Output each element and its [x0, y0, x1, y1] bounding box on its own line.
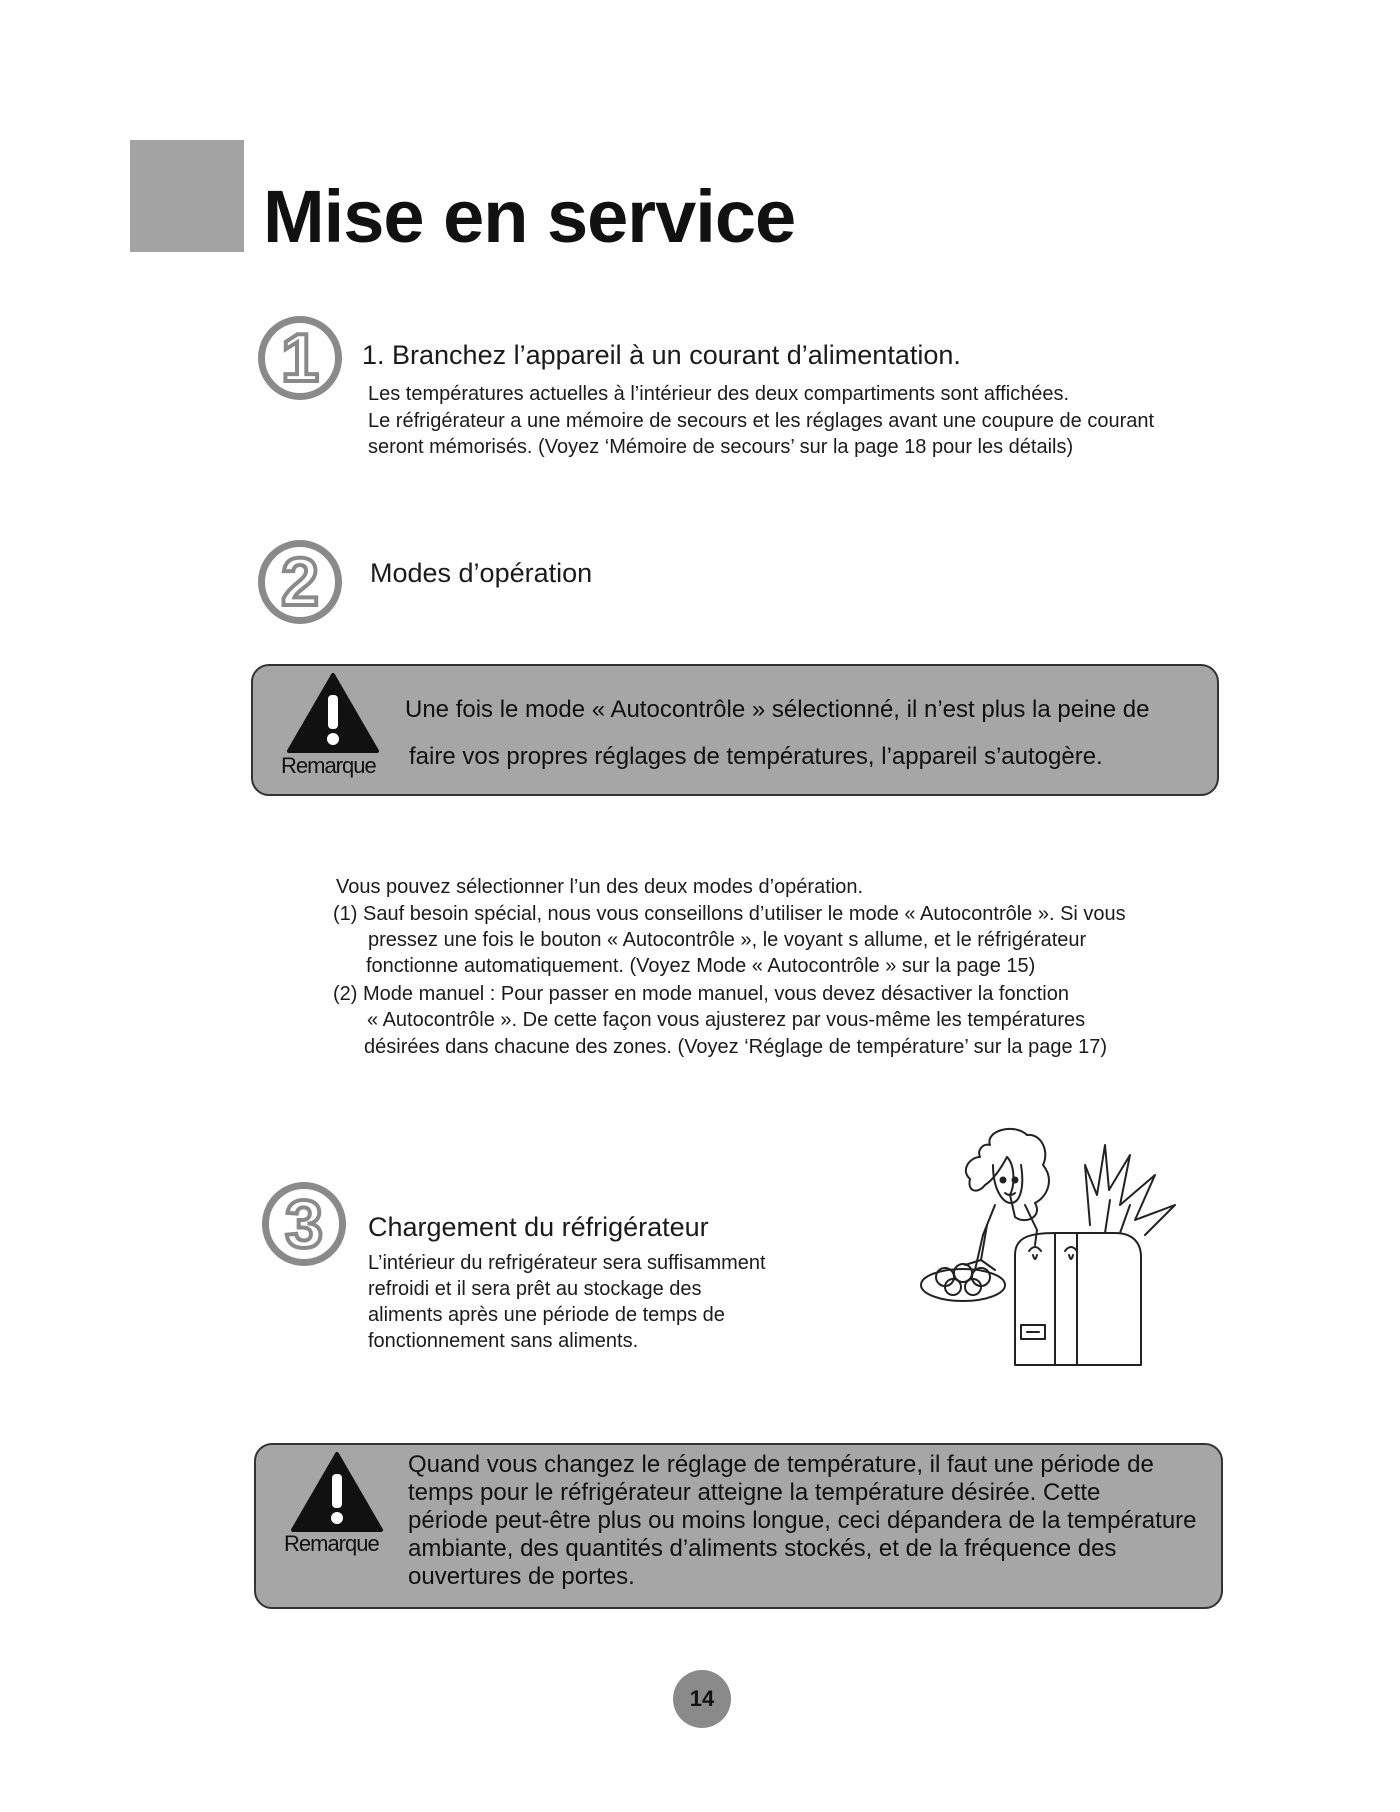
modes-line-5: (2) Mode manuel : Pour passer en mode manuel, vous devez désactiver la fonction [333, 983, 1069, 1005]
modes-line-3: pressez une fois le bouton « Autocontrôle », le voyant s allume, et le réfrigérateur [368, 929, 1087, 951]
step-3-heading: Chargement du réfrigérateur [368, 1212, 709, 1242]
remark-box-2 [254, 1443, 1223, 1609]
modes-line-7: désirées dans chacune des zones. (Voyez ‘Réglage de température’ sur la page 17) [364, 1036, 1108, 1058]
modes-line-1: Vous pouvez sélectionner l’un des deux modes d’opération. [336, 876, 864, 898]
step-2-badge [258, 540, 342, 624]
step-3-text [368, 1250, 810, 1354]
modes-line-4: fonctionne automatiquement. (Voyez Mode « Autocontrôle » sur la page 15) [366, 955, 1036, 977]
step-1-line-1: Les températures actuelles à l’intérieur des deux compartiments sont affichées. [368, 383, 1070, 405]
warning-icon [289, 1450, 385, 1534]
step-3-line-2: refroidi et il sera prêt au stockage des [368, 1278, 702, 1300]
remark-2-line-2: temps pour le réfrigérateur atteigne la température désirée. Cette [408, 1479, 1101, 1506]
title-block-decoration [130, 140, 244, 252]
remark-1-line-1: Une fois le mode « Autocontrôle » sélectionné, il n’est plus la peine de [405, 696, 1150, 723]
remark-2-line-4: ambiante, des quantités d’aliments stockés, et de la fréquence des [408, 1535, 1117, 1562]
woman-loading-fridge-illustration [915, 1125, 1190, 1370]
step-2-number: 2 [281, 544, 319, 620]
step-3-line-3: aliments après une période de temps de [368, 1304, 725, 1326]
step-2-heading: Modes d’opération [370, 558, 593, 588]
step-1-heading: 1. Branchez l’appareil à un courant d’alimentation. [362, 340, 961, 370]
page-number: 14 [673, 1670, 731, 1728]
remark-1-line-2: faire vos propres réglages de températures, l’appareil s’autogère. [409, 743, 1103, 770]
modes-line-2: (1) Sauf besoin spécial, nous vous conseillons d’utiliser le mode « Autocontrôle ». Si vous [333, 903, 1126, 925]
step-3-line-1: L’intérieur du refrigérateur sera suffisamment [368, 1252, 766, 1274]
page-title: Mise en service [263, 175, 796, 258]
warning-icon [285, 671, 381, 755]
step-1-line-2: Le réfrigérateur a une mémoire de secours et les réglages avant une coupure de courant [368, 410, 1155, 432]
step-1-number: 1 [281, 320, 319, 396]
step-1-badge [258, 316, 342, 400]
remark-2-text [408, 1451, 1197, 1591]
modes-line-6: « Autocontrôle ». De cette façon vous ajusterez par vous-même les températures [367, 1009, 1086, 1031]
remark-2-label: Remarque [284, 1531, 379, 1556]
remark-2-line-5: ouvertures de portes. [408, 1563, 635, 1590]
remark-2-line-3: période peut-être plus ou moins longue, ceci dépandera de la température [408, 1507, 1197, 1534]
step-3-number: 3 [285, 1186, 323, 1262]
step-3-badge [262, 1182, 346, 1266]
remark-1-label: Remarque [281, 753, 376, 778]
step-1-line-3: seront mémorisés. (Voyez ‘Mémoire de secours’ sur la page 18 pour les détails) [368, 436, 1074, 458]
remark-2-line-1: Quand vous changez le réglage de température, il faut une période de [408, 1451, 1154, 1478]
remark-box-1 [251, 664, 1219, 796]
step-3-line-4: fonctionnement sans aliments. [368, 1330, 639, 1352]
